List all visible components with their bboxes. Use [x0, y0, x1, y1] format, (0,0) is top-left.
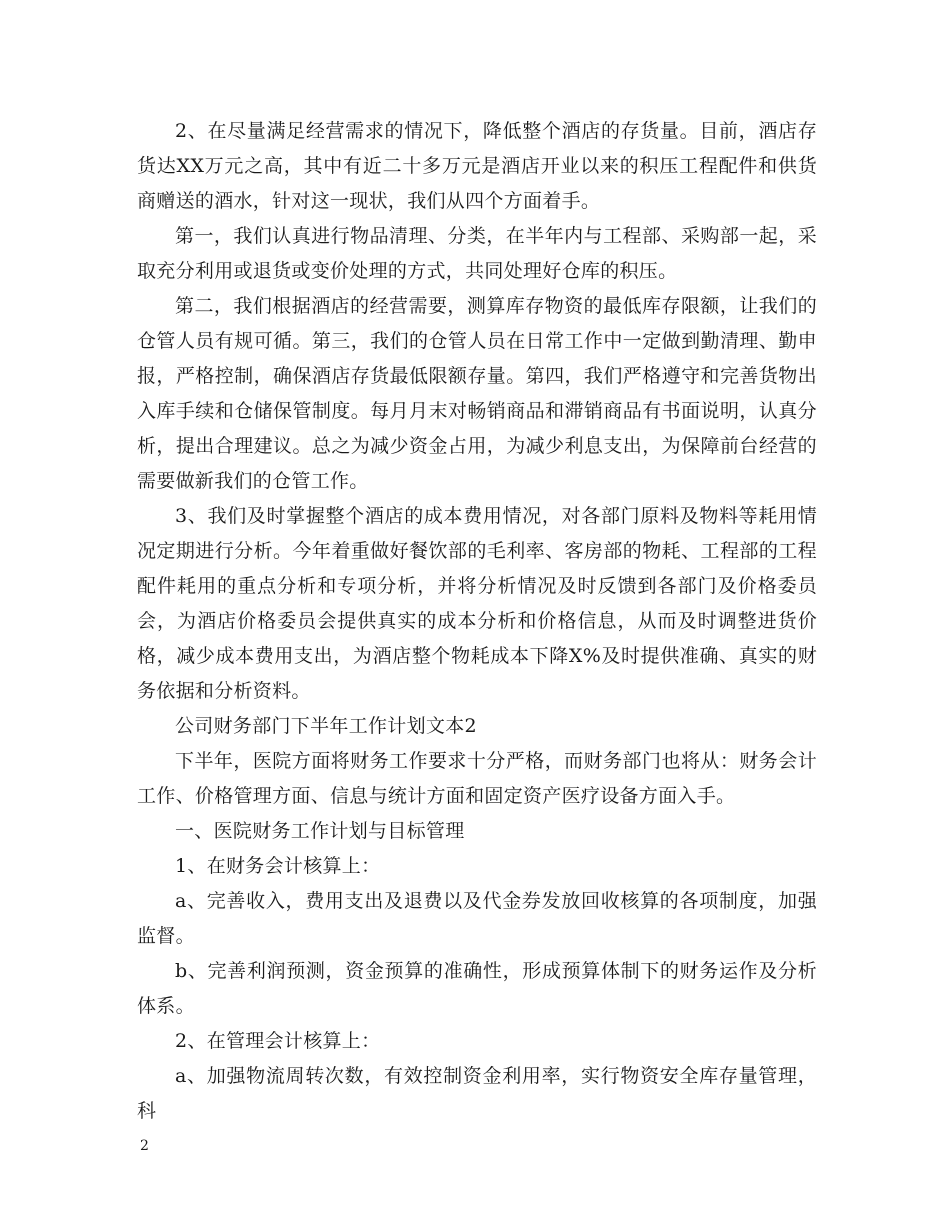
list-item-b-profit-forecast: b、完善利润预测，资金预算的准确性，形成预算体制下的财务运作及分析体系。	[137, 960, 817, 1017]
list-item-a-income-expense: a、完善收入，费用支出及退费以及代金券发放回收核算的各项制度，加强监督。	[137, 890, 817, 947]
heading-financial-accounting: 1、在财务会计核算上：	[175, 855, 381, 877]
section-heading-plan-text-2: 公司财务部门下半年工作计划文本2	[175, 715, 477, 737]
body-text	[137, 114, 817, 1129]
heading-management-accounting: 2、在管理会计核算上：	[175, 1030, 381, 1052]
paragraph-cost-analysis: 3、我们及时掌握整个酒店的成本费用情况，对各部门原料及物料等耗用情况定期进行分析。今年着重做好餐饮部的毛利率、客房部的物耗、工程部的工程配件耗用的重点分析和专项分析，并将分析情况及时反馈到各部门及价格委员会，为酒店价格委员会提供真实的成本分析和价格信息，从而及时调整进货价格，减少成本费用支出，为酒店整个物耗成本下降X%及时提供准确、真实的财务依据和分析资料。	[137, 505, 817, 702]
page-number: 2	[140, 1138, 149, 1154]
paragraph-second-third-fourth-measures: 第二，我们根据酒店的经营需要，测算库存物资的最低库存限额，让我们的仓管人员有规可循。第三，我们的仓管人员在日常工作中一定做到勤清理、勤申报，严格控制，确保酒店存货最低限额存量。第四，我们严格遵守和完善货物出入库手续和仓储保管制度。每月月末对畅销商品和滞销商品有书面说明，认真分析，提出合理建议。总之为减少资金占用，为减少利息支出，为保障前台经营的需要做新我们的仓管工作。	[137, 295, 817, 492]
paragraph-first-measure: 第一，我们认真进行物品清理、分类，在半年内与工程部、采购部一起，采取充分利用或退货或变价处理的方式，共同处理好仓库的积压。	[137, 225, 817, 282]
heading-finance-plan-goals: 一、医院财务工作计划与目标管理	[175, 820, 465, 842]
paragraph-inventory-reduction: 2、在尽量满足经营需求的情况下，降低整个酒店的存货量。目前，酒店存货达XX万元之高，其中有近二十多万元是酒店开业以来的积压工程配件和供货商赠送的酒水，针对这一现状，我们从四个方面着手。	[137, 120, 817, 212]
list-item-a-material-turnover: a、加强物流周转次数，有效控制资金利用率，实行物资安全库存量管理，科	[137, 1065, 817, 1122]
paragraph-second-half-intro: 下半年，医院方面将财务工作要求十分严格，而财务部门也将从：财务会计工作、价格管理方面、信息与统计方面和固定资产医疗设备方面入手。	[137, 750, 817, 807]
